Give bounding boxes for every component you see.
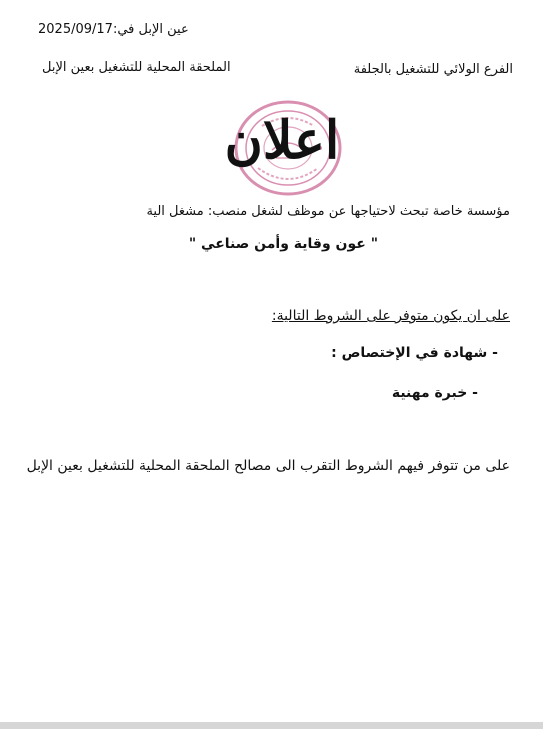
branch-name: الفرع الولائي للتشغيل بالجلفة xyxy=(353,62,513,77)
job-intro: مؤسسة خاصة تبحث لاحتياجها عن موظف لشغل منصب: مشغل الية xyxy=(146,204,510,219)
conditions-heading: على ان يكون متوفر على الشروط التالية: xyxy=(271,308,510,324)
condition-item: - شهادة في الإختصاص : xyxy=(331,345,498,361)
footer-note: على من تتوفر فيهم الشروط التقرب الى مصالح الملحقة المحلية للتشغيل بعين الإبل xyxy=(26,458,510,474)
condition-item: - خبرة مهنية xyxy=(391,385,478,401)
date-line: عين الإبل في:2025/09/17 xyxy=(38,22,189,37)
page-divider xyxy=(0,722,543,729)
annex-name: الملحقة المحلية للتشغيل بعين الإبل xyxy=(42,60,231,75)
job-position: " عون وقاية وأمن صناعي " xyxy=(188,236,378,252)
page-title: اعلان xyxy=(224,110,340,171)
